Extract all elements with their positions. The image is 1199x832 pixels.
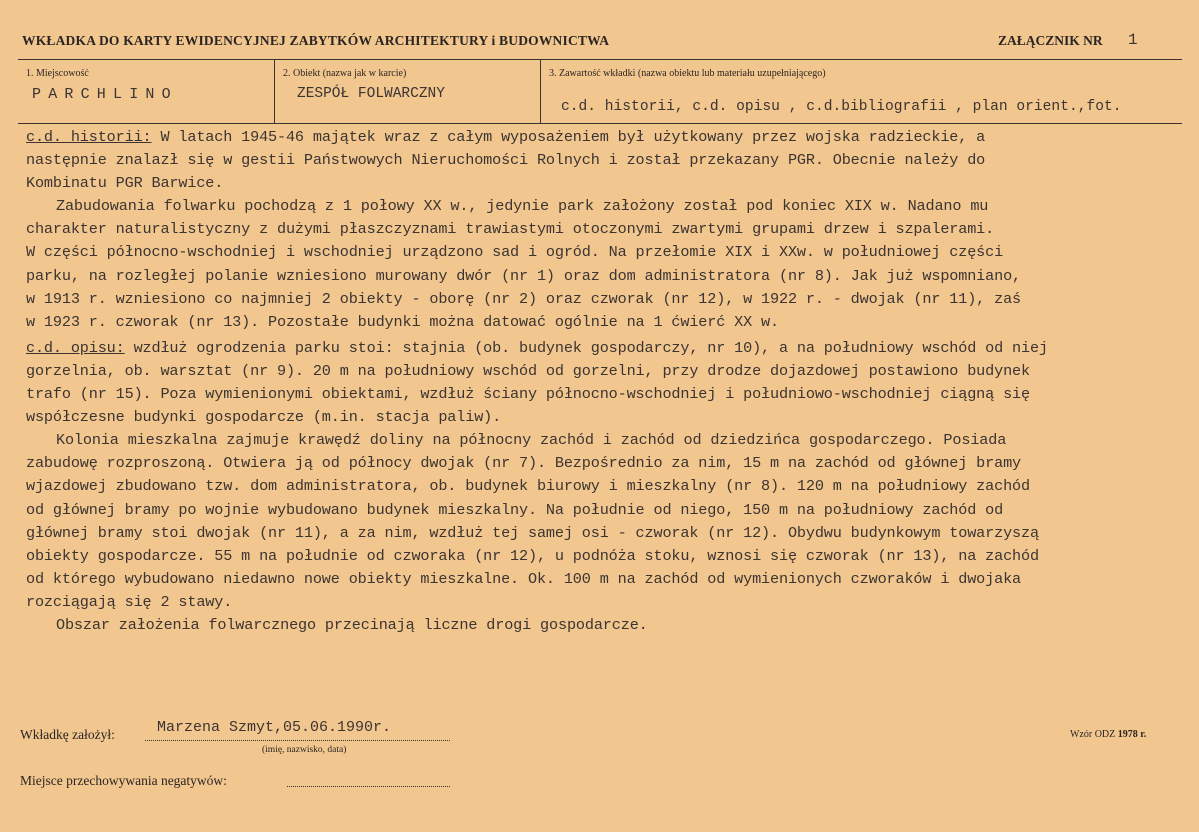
description-line: trafo (nr 15). Poza wymienionymi obiektami, wzdłuż ściany północno-wschodniej i południowo-wschodniej ciągną się	[26, 385, 1030, 404]
colony-line: obiekty gospodarcze. 55 m na południe od czworaka (nr 12), u podnóża stoku, wznosi się czworak (nr 13), na zachód	[26, 546, 1039, 565]
content-value: c.d. historii, c.d. opisu , c.d.bibliografii , plan orient.,fot.	[561, 99, 1122, 115]
history-line: następnie znalazł się w gestii Państwowych Nieruchomości Rolnych i został przekazany PGR. Obecnie należy do	[26, 151, 986, 170]
description-line: c.d. opisu: wzdłuż ogrodzenia parku stoi: stajnia (ob. budynek gospodarczy, nr 10), a na południowy wschód od niej	[26, 338, 1048, 357]
annex-number: 1	[1128, 31, 1138, 49]
place-value: PARCHLINO	[32, 86, 178, 103]
inserted-by-value: Marzena Szmyt,05.06.1990r.	[157, 719, 392, 736]
history-label: c.d. historii:	[26, 128, 152, 146]
object-value: ZESPÓŁ FOLWARCZNY	[297, 86, 445, 102]
history-line: Kombinatu PGR Barwice.	[26, 174, 224, 193]
area-line: Obszar założenia folwarcznego przecinają liczne drogi gospodarcze.	[56, 615, 648, 634]
field-divider-1	[274, 60, 275, 123]
colony-line: zabudowę rozproszoną. Otwiera ją od północy dwojak (nr 7). Bezpośrednio za nim, 15 m na zachód od głównej bramy	[26, 454, 1022, 473]
colony-line: głównej bramy stoi dwojak (nr 11), a za nim, wzdłuż tej samej osi - czworak (nr 12). Obydwu budynkowym towarzyszą	[26, 523, 1039, 542]
colony-line: wjazdowej zbudowano tzw. dom administratora, ob. budynek biurowy i mieszkalny (nr 8). 120 m na południowy zachód	[26, 477, 1030, 496]
card-title: WKŁADKA DO KARTY EWIDENCYJNEJ ZABYTKÓW ARCHITEKTURY i BUDOWNICTWA	[22, 33, 610, 48]
object-label: 2. Obiekt (nazwa jak w karcie)	[283, 68, 407, 79]
history-line: charakter naturalistyczny z dużymi płaszczyznami trawiastymi otoczonymi zwartymi grupami drzew i szpalerami.	[26, 220, 995, 239]
header-rule	[18, 59, 1182, 60]
annex-label: ZAŁĄCZNIK NR	[998, 33, 1103, 48]
history-line: w 1923 r. czworak (nr 13). Pozostałe budynki można datować ogólnie na 1 ćwierć XX w.	[26, 312, 779, 331]
description-line: gorzelnia, ob. warsztat (nr 9). 20 m na południowy wschód od gorzelni, przy drodze dojazdowej postawiono budynek	[26, 361, 1030, 380]
place-label: 1. Miejscowość	[26, 68, 89, 79]
model-reference: Wzór ODZ 1978 r.	[1070, 729, 1147, 740]
content-label: 3. Zawartość wkładki (nazwa obiektu lub materiału uzupełniającego)	[549, 68, 826, 79]
history-line: W części północno-wschodniej i wschodniej urządzono sad i ogród. Na przełomie XIX i XXw. w południowej części	[26, 243, 1004, 262]
description-label: c.d. opisu:	[26, 338, 125, 357]
history-line: w 1913 r. wzniesiono co najmniej 2 obiekty - oborę (nr 2) oraz czworak (nr 12), w 1922 r. - dwojak (nr 11), zaś	[26, 289, 1022, 308]
body-text	[26, 126, 1186, 637]
history-line: Zabudowania folwarku pochodzą z 1 połowy XX w., jedynie park założony został pod koniec XIX w. Nadano mu	[56, 197, 989, 216]
negatives-label: Miejsce przechowywania negatywów:	[20, 773, 227, 788]
inserted-by-caption: (imię, nazwisko, data)	[262, 745, 347, 755]
colony-line: od którego wybudowano niedawno nowe obiekty mieszkalne. Ok. 100 m na zachód od wymienionych czworaków i dwojaka	[26, 569, 1022, 588]
history-line: parku, na rozległej polanie wzniesiono murowany dwór (nr 1) oraz dom administratora (nr 8). Jak już wspomniano,	[26, 266, 1022, 285]
negatives-line	[287, 786, 450, 787]
field-divider-2	[540, 60, 541, 123]
colony-line: od głównej bramy po wojnie wybudowano budynek mieszkalny. Na południe od niego, 150 m na południowy zachód od	[26, 500, 1004, 519]
colony-line: rozciągają się 2 stawy.	[26, 592, 233, 611]
inserted-by-line	[145, 740, 450, 741]
history-line: c.d. historii: W latach 1945-46 majątek wraz z całym wyposażeniem był użytkowany przez wojska radzieckie, a	[26, 128, 986, 146]
inserted-by-label: Wkładkę założył:	[20, 727, 115, 742]
colony-line: Kolonia mieszkalna zajmuje krawędź doliny na północny zachód i zachód od dziedzińca gospodarczego. Posiada	[56, 431, 1007, 450]
fields-bottom-rule	[18, 123, 1182, 124]
description-line: współczesne budynki gospodarcze (m.in. stacja paliw).	[26, 408, 502, 427]
